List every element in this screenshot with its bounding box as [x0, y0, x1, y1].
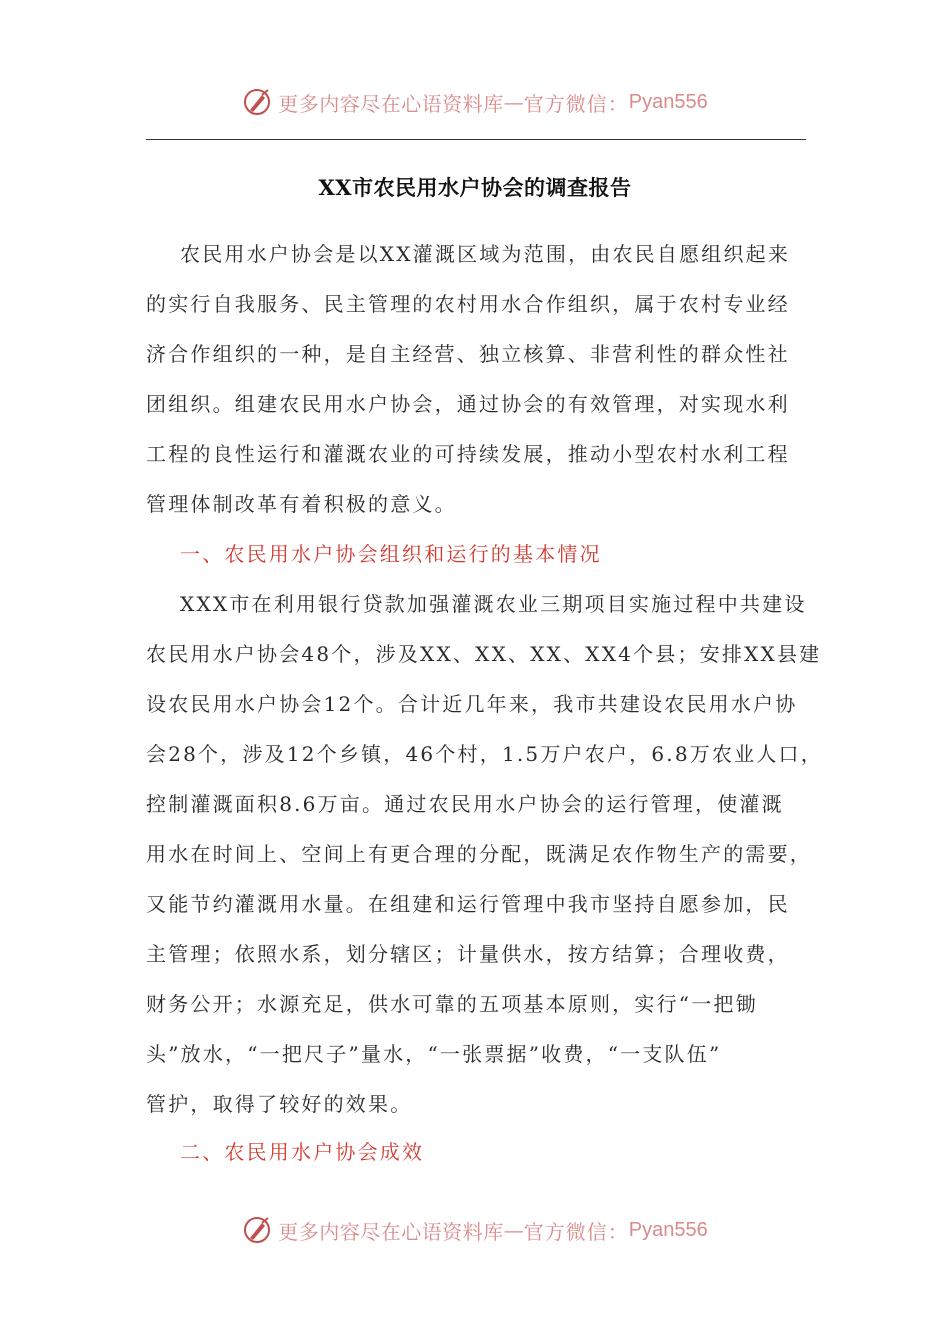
banner-wechat-id: Pyan556 — [628, 90, 708, 113]
paragraph-line: 头”放水，“一把尺子”量水，“一张票据”收费，“一支队伍” — [146, 1042, 722, 1066]
document-title: XX市农民用水户协会的调查报告 — [318, 175, 632, 200]
paragraph-line: 设农民用水户协会12个。合计近几年来，我市共建设农民用水户协 — [146, 692, 798, 716]
banner-site-text: 更多内容尽在心语资料库 — [278, 1219, 504, 1244]
quill-pen-logo-icon — [242, 1215, 272, 1245]
paragraph-line: 财务公开；水源充足，供水可靠的五项基本原则，实行“一把锄 — [146, 992, 758, 1016]
section-heading-2: 二、农民用水户协会成效 — [180, 1140, 425, 1164]
paragraph-line: 管护，取得了较好的效果。 — [146, 1092, 413, 1116]
quill-pen-logo-icon — [242, 87, 272, 117]
footer-banner — [0, 1210, 950, 1250]
banner-wechat-id: Pyan556 — [628, 1218, 708, 1241]
paragraph-line: 主管理；依照水系，划分辖区；计量供水，按方结算；合理收费， — [146, 942, 790, 966]
section-heading-1: 一、农民用水户协会组织和运行的基本情况 — [180, 542, 602, 566]
banner-wechat-label: 官方微信： — [523, 91, 629, 116]
paragraph-line: 管理体制改革有着积极的意义。 — [146, 492, 457, 516]
paragraph-line: 农民用水户协会48个，涉及XX、XX、XX、XX4个县；安排XX县建 — [146, 642, 822, 666]
paragraph-line: 农民用水户协会是以XX灌溉区域为范围，由农民自愿组织起来 — [180, 242, 791, 266]
paragraph-line: 工程的良性运行和灌溉农业的可持续发展，推动小型农村水利工程 — [146, 442, 790, 466]
paragraph-line: 控制灌溉面积8.6万亩。通过农民用水户协会的运行管理，使灌溉 — [146, 792, 784, 816]
banner-site-text: 更多内容尽在心语资料库 — [278, 91, 504, 116]
banner-separator: — — [503, 90, 524, 114]
banner-separator: — — [503, 1218, 524, 1242]
header-divider — [146, 139, 806, 140]
paragraph-line: 用水在时间上、空间上有更合理的分配，既满足农作物生产的需要， — [146, 842, 812, 866]
paragraph-line: 的实行自我服务、民主管理的农村用水合作组织，属于农村专业经 — [146, 292, 790, 316]
paragraph-line: 济合作组织的一种，是自主经营、独立核算、非营利性的群众性社 — [146, 342, 790, 366]
banner-wechat-label: 官方微信： — [523, 1219, 629, 1244]
header-banner — [0, 82, 950, 122]
paragraph-line: 团组织。组建农民用水户协会，通过协会的有效管理，对实现水利 — [146, 392, 790, 416]
paragraph-line: 又能节约灌溉用水量。在组建和运行管理中我市坚持自愿参加，民 — [146, 892, 790, 916]
paragraph-line: XXX市在利用银行贷款加强灌溉农业三期项目实施过程中共建设 — [180, 592, 807, 616]
paragraph-line: 会28个，涉及12个乡镇，46个村，1.5万户农户，6.8万农业人口， — [146, 742, 823, 766]
